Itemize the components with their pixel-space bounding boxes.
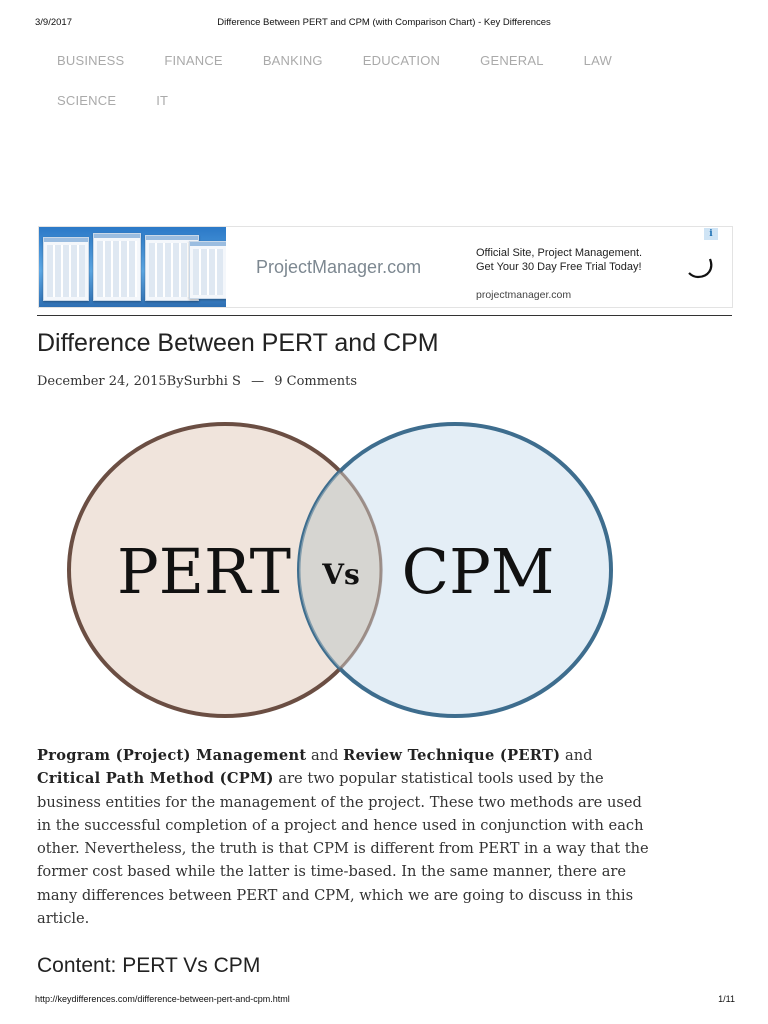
nav-item-banking[interactable]: BANKING — [262, 52, 323, 68]
content-subheading: Content: PERT Vs CPM — [37, 954, 261, 977]
info-icon[interactable]: i — [704, 228, 718, 240]
ad-screenshot-image — [39, 227, 226, 307]
section-divider — [37, 315, 732, 316]
nav-row-1 — [37, 40, 737, 80]
term-pert: Review Technique (PERT) — [343, 747, 561, 764]
nav-item-education[interactable]: EDUCATION — [362, 52, 441, 68]
intro-body: are two popular statistical tools used by the business entities for the management of the project. These two methods are used in the successful completion of a project and hence used in conjunction with each other. Nevertheless, the truth is that CPM is different from PERT in a way that the former cost based while the latter is time-based. In the same manner, there are many differences between PERT and CPM, which we are going to discuss in this article. — [37, 770, 649, 928]
print-date: 3/9/2017 — [35, 17, 72, 28]
main-nav — [37, 40, 737, 120]
ad-line-1: Official Site, Project Management. — [476, 247, 643, 259]
nav-row-2 — [37, 80, 737, 120]
meta-separator: — — [251, 374, 265, 389]
pert-label: PERT — [117, 535, 291, 608]
cpm-label: CPM — [401, 535, 555, 608]
and-text-2: and — [560, 747, 593, 764]
ad-url[interactable]: projectmanager.com — [476, 289, 572, 301]
curved-arrow-icon[interactable] — [686, 255, 716, 281]
article-title: Difference Between PERT and CPM — [37, 329, 439, 357]
nav-item-it[interactable]: IT — [156, 92, 169, 108]
term-cpm: Critical Path Method (CPM) — [37, 770, 274, 788]
print-header — [0, 17, 768, 31]
article-intro — [37, 744, 657, 930]
nav-item-law[interactable]: LAW — [583, 52, 612, 68]
comments-link[interactable]: 9 Comments — [274, 374, 358, 389]
ad-brand[interactable]: ProjectManager.com — [256, 257, 422, 277]
nav-item-business[interactable]: BUSINESS — [57, 52, 125, 68]
page-number: 1/11 — [718, 994, 735, 1004]
pert-vs-cpm-venn-diagram — [62, 418, 620, 726]
ad-copy[interactable] — [476, 246, 642, 274]
article-author[interactable]: Surbhi S — [183, 374, 241, 389]
vs-label: Vs — [322, 558, 360, 591]
and-text-1: and — [306, 747, 344, 764]
article-date[interactable]: December 24, 2015 — [37, 374, 167, 389]
print-url: http://keydifferences.com/difference-between-pert-and-cpm.html — [35, 994, 290, 1004]
nav-item-general[interactable]: GENERAL — [480, 52, 544, 68]
byline-by: By — [166, 374, 184, 389]
article-meta — [37, 374, 357, 389]
nav-item-finance[interactable]: FINANCE — [164, 52, 223, 68]
term-pm: Program (Project) Management — [37, 747, 307, 764]
nav-item-science[interactable]: SCIENCE — [57, 92, 117, 108]
ad-line-2: Get Your 30 Day Free Trial Today! — [476, 261, 642, 273]
ad-banner[interactable] — [38, 226, 733, 308]
print-title: Difference Between PERT and CPM (with Comparison Chart) - Key Differences — [217, 17, 551, 28]
